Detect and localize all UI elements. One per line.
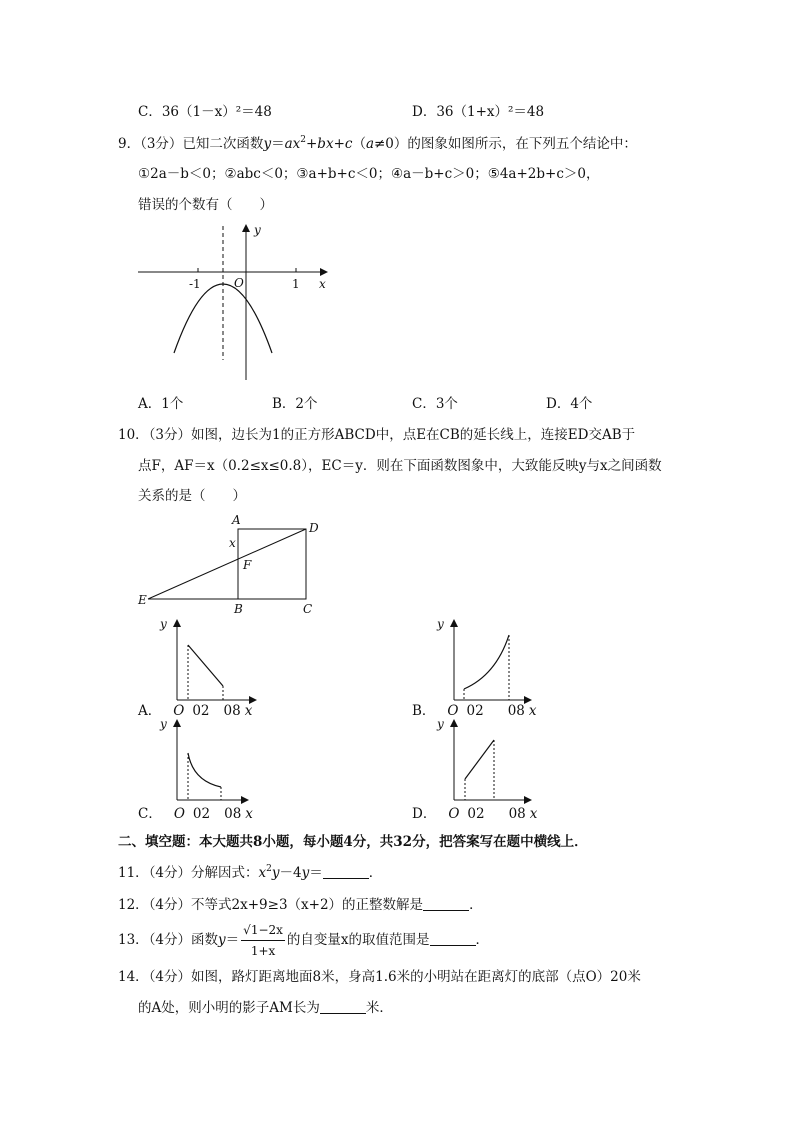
q10-graph-c — [155, 715, 265, 810]
q8-option-d: D．36（1+x）²＝48 — [412, 104, 545, 120]
q9-ask: 错误的个数有（ ） — [138, 197, 273, 213]
graph-d-y: y — [437, 717, 444, 731]
y-axis-label: y — [254, 223, 261, 237]
q10-line3: 关系的是（ ） — [138, 488, 246, 504]
graph-a-y: y — [160, 617, 167, 631]
q13: 13．（4分）函数y＝ $\frac{√1-2x}{1+x}$ 的自变量x的取值范围是 ． — [118, 920, 489, 961]
q10-option-b: B． O 02 08 x — [412, 703, 537, 719]
q10-graph-a — [155, 615, 265, 710]
q9-conditions: ①2a－b＜0；②abc＜0；③a+b+c＜0；④a－b+c＞0；⑤4a+2b+c＞0， — [138, 166, 600, 182]
tick-1: 1 — [292, 277, 300, 291]
q9-option-d: D．4个 — [546, 396, 593, 412]
point-e: E — [138, 593, 147, 607]
q10-line2: 点F，AF＝x（0.2≤x≤0.8），EC＝y．则在下面函数图象中，大致能反映y与x之间函数 — [138, 458, 662, 474]
q9-option-c: C．3个 — [412, 396, 458, 412]
graph-c-y: y — [160, 717, 167, 731]
q14-line2: 的A处，则小明的影子AM长为 米． — [138, 1000, 393, 1016]
point-f: F — [243, 558, 252, 572]
q10-option-a: A． O 02 08 x — [138, 703, 253, 719]
q10-option-c: C． O 02 08 x — [138, 806, 253, 822]
q14-line1: 14．（4分）如图，路灯距离地面8米，身高1.6米的小明站在距离灯的底部（点O）20米 — [118, 969, 641, 985]
q8-option-c: C．36（1－x）²＝48 — [138, 104, 272, 120]
q10-graph-b — [432, 615, 542, 710]
tick-neg1: -1 — [189, 277, 201, 291]
q9-option-b: B．2个 — [272, 396, 318, 412]
q10-line1: 10．（3分）如图，边长为1的正方形ABCD中，点E在CB的延长线上，连接ED交AB于 — [118, 427, 636, 443]
q12: 12．（4分）不等式2x+9≥3（x+2）的正整数解是 ． — [118, 897, 483, 913]
q9-stem: 9．（3分）已知二次函数$y=ax^2+bx+c(a\ne 0)$的图象如图所示，在下列五个结论中： — [118, 135, 637, 152]
section-2-header: 二、填空题：本大题共8小题，每小题4分，共32分，把答案写在题中横线上． — [118, 834, 588, 850]
segment-x: x — [229, 536, 236, 550]
q12-answer-blank[interactable] — [423, 896, 469, 911]
q13-answer-blank[interactable] — [430, 931, 476, 946]
point-d: D — [309, 521, 319, 535]
origin-label: O — [234, 276, 244, 290]
q13-fraction: $\frac{√1-2x}{1+x}$ — [241, 920, 285, 961]
graph-b-y: y — [437, 617, 444, 631]
q10-square-figure — [130, 510, 330, 620]
q9-option-a: A．1个 — [138, 396, 184, 412]
point-b: B — [234, 602, 243, 616]
point-a: A — [232, 513, 241, 527]
point-c: C — [303, 602, 313, 616]
q11: 11．（4分）分解因式：$x^2y-4y=$ ． — [118, 864, 383, 881]
q10-option-d: D． O 02 08 x — [412, 806, 538, 822]
x-axis-label: x — [319, 277, 326, 291]
q10-graph-d — [432, 715, 542, 810]
q11-answer-blank[interactable] — [323, 864, 369, 879]
q9-parabola-graph — [130, 220, 340, 390]
q14-answer-blank[interactable] — [320, 999, 366, 1014]
